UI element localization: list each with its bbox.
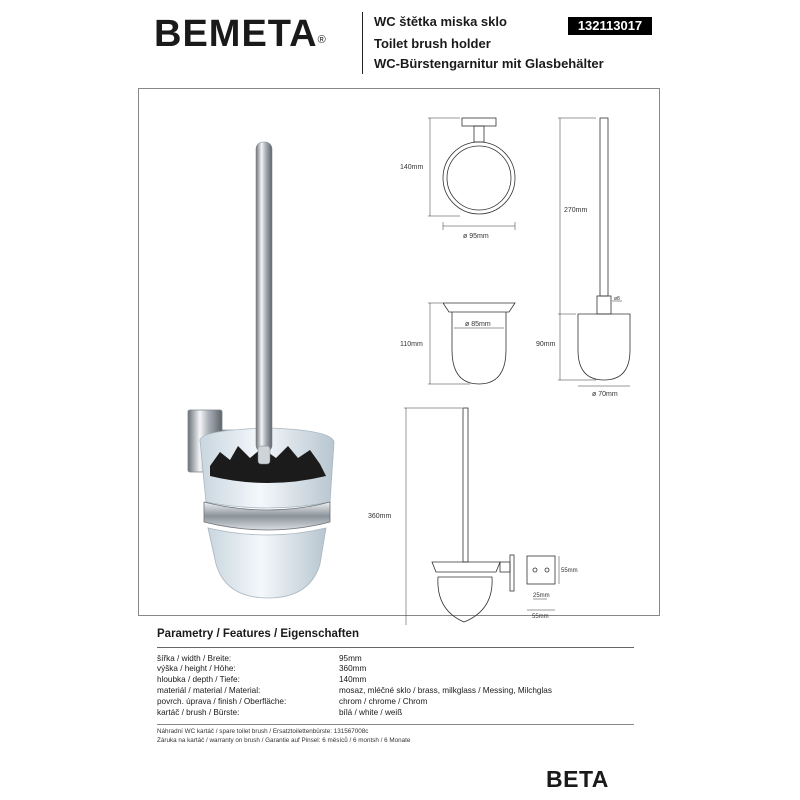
title-german: WC-Bürstengarnitur mit Glasbehälter bbox=[374, 56, 604, 71]
plate-hole-distance-label: 25mm bbox=[533, 593, 550, 599]
brush-handle bbox=[256, 142, 272, 452]
product-code-badge: 132113017 bbox=[568, 17, 652, 35]
wall-plate-drawing bbox=[527, 556, 559, 610]
brush-head-height-label: 90mm bbox=[536, 341, 556, 348]
param-value: mosaz, mléčné sklo / brass, milkglass / Messing, Milchglas bbox=[339, 686, 552, 695]
parameters-title: Parametry / Features / Eigenschaften bbox=[157, 628, 359, 640]
param-label: výška / height / Höhe: bbox=[157, 664, 236, 673]
param-label: povrch. úprava / finish / Oberfläche: bbox=[157, 697, 287, 706]
param-value: 95mm bbox=[339, 654, 362, 663]
series-name: BETA bbox=[546, 766, 609, 792]
ring-diameter-label: ø 95mm bbox=[463, 233, 489, 240]
brand-name: BEMETA bbox=[154, 13, 318, 55]
ring-height-label: 140mm bbox=[400, 164, 424, 171]
brush-head-diameter-label: ø 70mm bbox=[592, 391, 618, 398]
technical-drawings bbox=[368, 100, 660, 620]
cup-height-label: 110mm bbox=[400, 341, 423, 348]
assembled-side-drawing bbox=[404, 408, 514, 625]
cup-diameter-label: ø 85mm bbox=[465, 321, 491, 328]
product-photo bbox=[180, 130, 360, 600]
ring-holder-drawing bbox=[428, 118, 515, 230]
brand-logo bbox=[154, 12, 327, 56]
param-label: šířka / width / Breite: bbox=[157, 654, 232, 663]
title-czech: WC štětka miska sklo bbox=[374, 14, 507, 29]
param-value: 140mm bbox=[339, 675, 367, 684]
plate-size-label: 55mm bbox=[561, 568, 578, 574]
param-label: hloubka / depth / Tiefe: bbox=[157, 675, 240, 684]
param-value: 360mm bbox=[339, 664, 367, 673]
parameters-divider bbox=[157, 647, 634, 648]
title-english: Toilet brush holder bbox=[374, 36, 491, 51]
total-height-label: 360mm bbox=[368, 513, 392, 520]
notes-divider bbox=[157, 724, 634, 725]
brush-drawing bbox=[558, 118, 630, 386]
param-value: chrom / chrome / Chrom bbox=[339, 697, 428, 706]
plate-width-label: 55mm bbox=[532, 614, 549, 620]
registered-mark: ® bbox=[317, 34, 327, 46]
param-label: materiál / material / Material: bbox=[157, 686, 261, 695]
param-value: bílá / white / weiß bbox=[339, 708, 403, 717]
handle-diameter-label: ø8 bbox=[614, 296, 620, 302]
glass-cup-bottom bbox=[208, 528, 326, 598]
warranty-note: Záruka na kartáč / warranty on brush / Garantie auf Pinsel: 6 měsíců / 6 montsh / 6 Monate bbox=[157, 737, 411, 744]
cup-drawing bbox=[428, 303, 515, 384]
spare-brush-note: Náhradní WC kartáč / spare toilet brush / Ersatztoilettenbürste: 131567008c bbox=[157, 728, 369, 735]
param-label: kartáč / brush / Bürste: bbox=[157, 708, 240, 717]
header-divider bbox=[362, 12, 363, 74]
brush-length-label: 270mm bbox=[564, 207, 588, 214]
